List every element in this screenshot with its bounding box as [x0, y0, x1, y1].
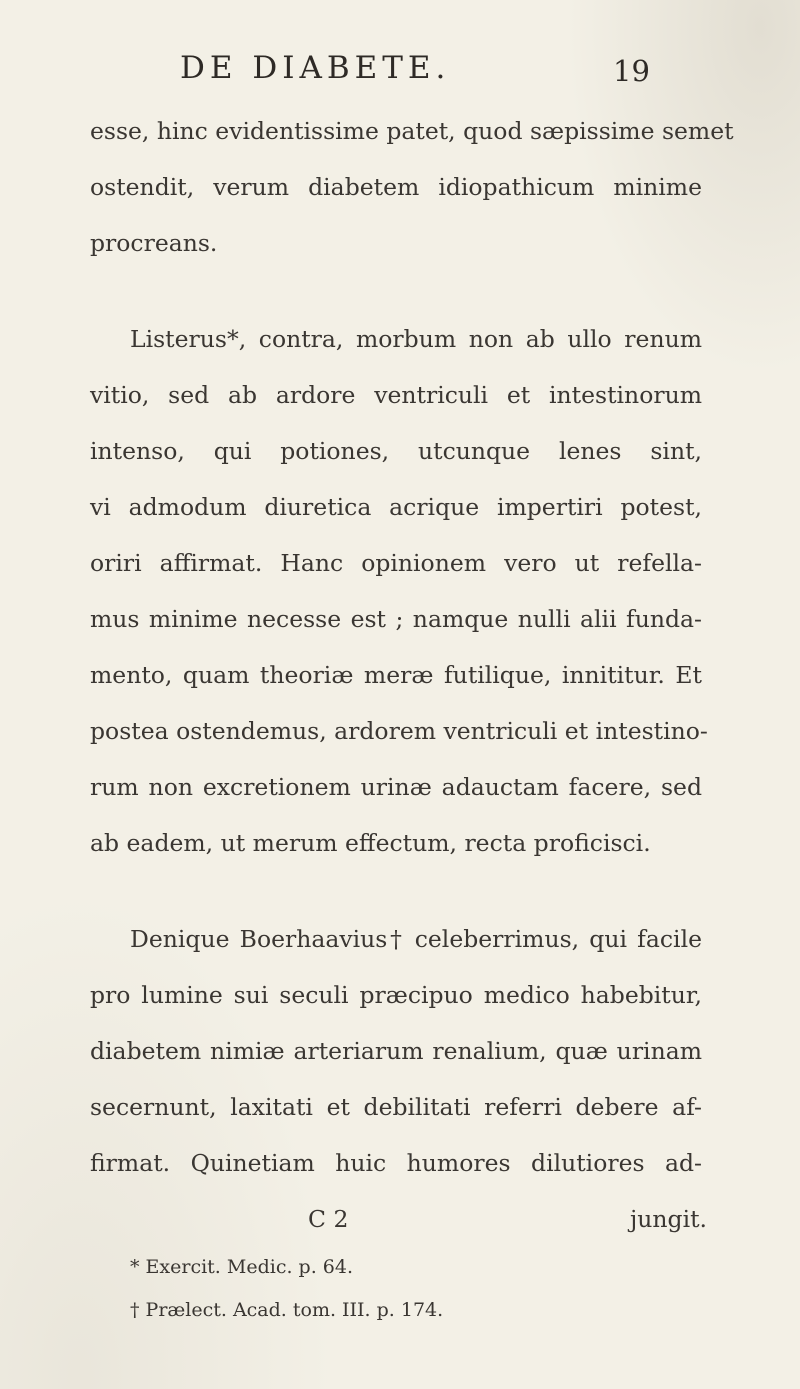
signature-mark: C 2	[308, 1205, 349, 1233]
running-title: DE DIABETE.	[180, 50, 451, 86]
text-line: mento, quam theoriæ meræ futilique, innititur. Et	[90, 661, 702, 689]
text-line: diabetem nimiæ arteriarum renalium, quæ urinam	[90, 1037, 702, 1065]
text-line: oriri affirmat. Hanc opinionem vero ut refella-	[90, 549, 702, 577]
text-line: ostendit, verum diabetem idiopathicum minime	[90, 173, 702, 201]
text-line: postea ostendemus, ardorem ventriculi et intestino-	[90, 717, 708, 745]
paragraph-start-line: Denique Boerhaavius† celeberrimus, qui facile	[130, 925, 702, 953]
text-line: ab eadem, ut merum effectum, recta proficisci.	[90, 829, 651, 857]
text-line: firmat. Quinetiam huic humores dilutiores ad-	[90, 1149, 702, 1177]
text-line: mus minime necesse est ; namque nulli alii funda-	[90, 605, 702, 633]
text-line: intenso, qui potiones, utcunque lenes sint,	[90, 437, 702, 465]
footnote: * Exercit. Medic. p. 64.	[130, 1256, 353, 1278]
footnote: † Prælect. Acad. tom. III. p. 174.	[130, 1299, 444, 1321]
text-line: pro lumine sui seculi præcipuo medico habebitur,	[90, 981, 702, 1009]
text-line: procreans.	[90, 229, 218, 257]
text-line: vi admodum diuretica acrique impertiri potest,	[90, 493, 702, 521]
catchword: jungit.	[630, 1205, 708, 1233]
paragraph-start-line: Listerus*, contra, morbum non ab ullo renum	[130, 325, 702, 353]
text-line: secernunt, laxitati et debilitati referri debere af-	[90, 1093, 702, 1121]
text-line: esse, hinc evidentissime patet, quod sæpissime semet	[90, 117, 734, 145]
page-number: 19	[613, 54, 650, 88]
text-line: rum non excretionem urinæ adauctam facere, sed	[90, 773, 702, 801]
text-line: vitio, sed ab ardore ventriculi et intestinorum	[90, 381, 702, 409]
